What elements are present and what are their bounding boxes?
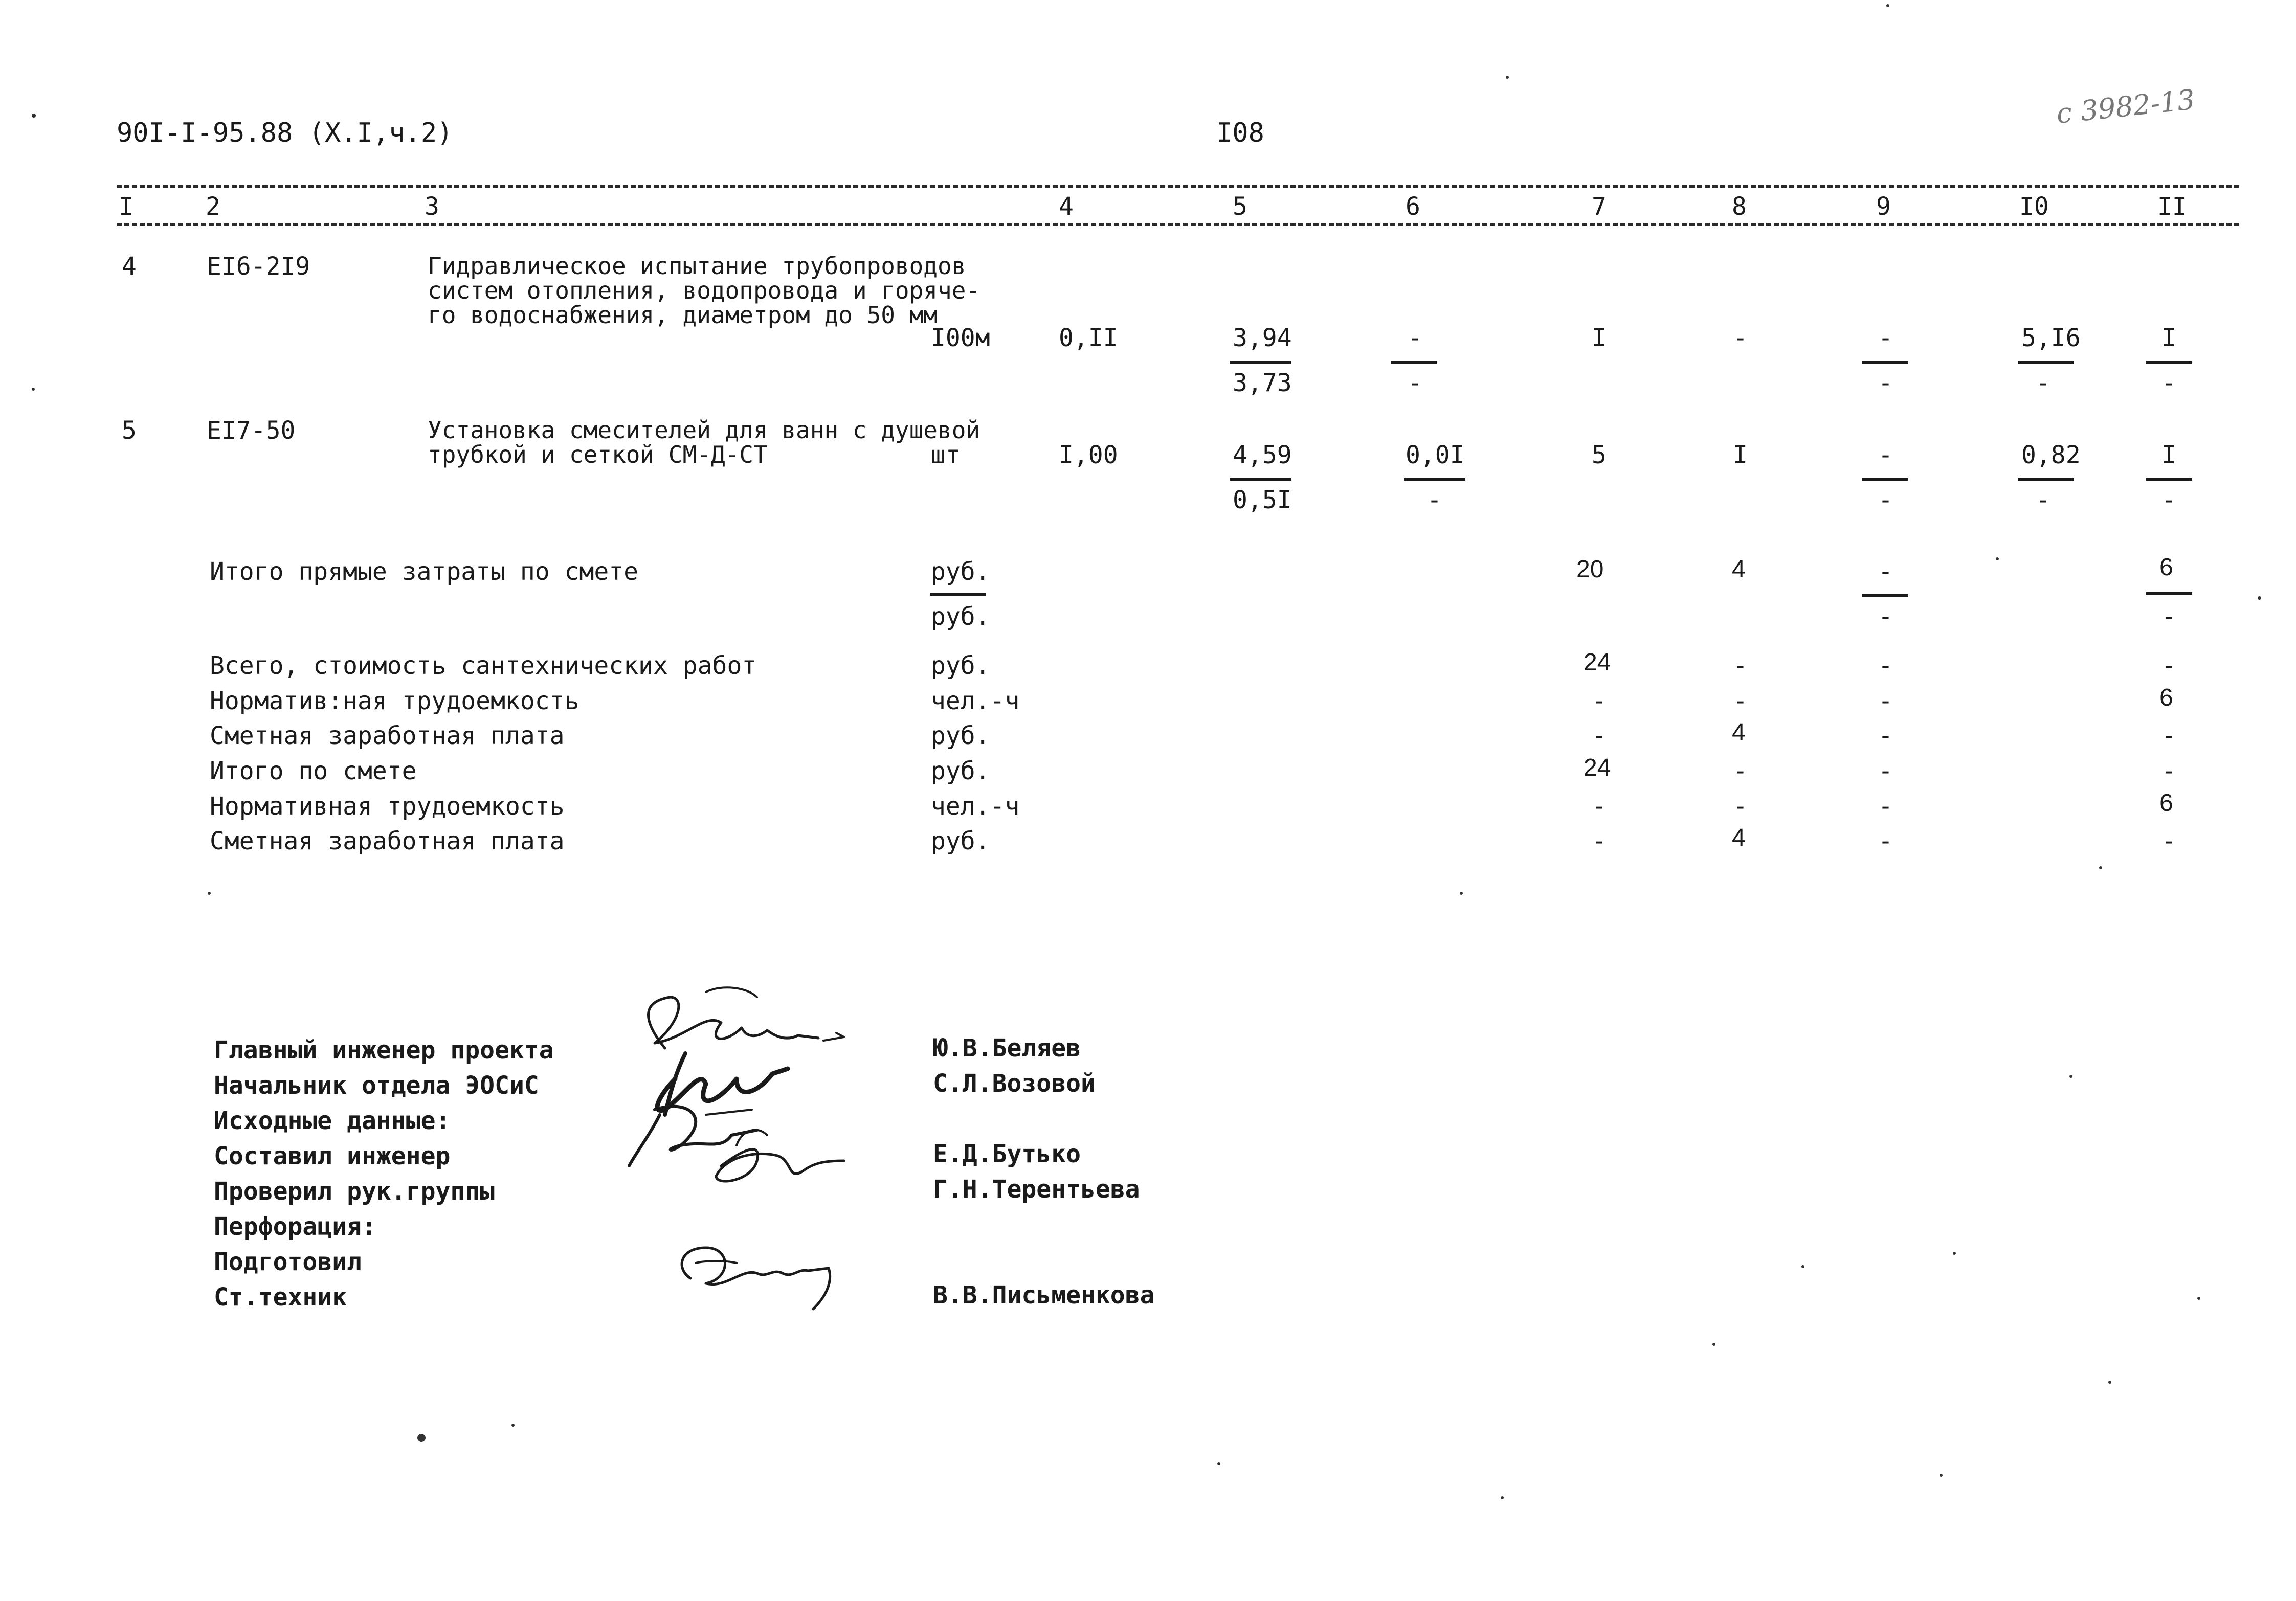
col8-value: -	[1733, 324, 1748, 352]
summary-col9: -	[1878, 757, 1893, 785]
unit-top: руб.	[931, 557, 990, 586]
scan-speck	[1996, 557, 1999, 560]
summary-col7: 24	[1584, 649, 1611, 676]
header-top-rule	[117, 185, 2239, 188]
fraction-line	[1404, 478, 1465, 481]
col-header-2: 2	[206, 192, 220, 221]
summary-label: Итого по смете	[210, 757, 417, 785]
col5-value-top: 4,59	[1233, 441, 1292, 469]
unit-bottom: руб.	[931, 602, 990, 631]
signatory-role: Составил инженер	[214, 1142, 451, 1170]
scan-speck	[32, 388, 35, 391]
signatory-name: Ю.В.Беляев	[933, 1034, 1081, 1063]
work-description-line: го водоснабжения, диаметром до 50 мм	[428, 301, 938, 329]
summary-label: Сметная заработная плата	[210, 721, 565, 750]
col7-value: I	[1592, 324, 1607, 352]
summary-unit: руб.	[931, 827, 990, 855]
col-header-6: 6	[1406, 192, 1420, 221]
scan-speck	[2099, 866, 2102, 869]
scan-speck	[1801, 1265, 1804, 1268]
col11-value-bottom: -	[2161, 602, 2176, 631]
summary-col8: -	[1733, 757, 1748, 785]
scan-speck	[1712, 1343, 1715, 1346]
col-header-9: 9	[1876, 192, 1891, 221]
col6-value-top: 0,0I	[1406, 441, 1465, 469]
col-header-11: II	[2157, 192, 2187, 221]
col5-value-bottom: 3,73	[1233, 369, 1292, 397]
summary-label: Сметная заработная плата	[210, 827, 565, 855]
unit-of-measure: шт	[931, 441, 961, 469]
col11-value-top: I	[2161, 324, 2176, 352]
scan-speck	[2258, 596, 2261, 600]
fraction-line	[1862, 361, 1908, 364]
summary-col8: 4	[1732, 824, 1746, 851]
scan-speck	[511, 1424, 515, 1427]
scan-speck	[1460, 892, 1463, 895]
col10-value-bottom: -	[2036, 486, 2050, 514]
rate-code: EI7-50	[207, 416, 296, 445]
summary-col9: -	[1878, 827, 1893, 855]
summary-unit: руб.	[931, 721, 990, 750]
quantity: 0,II	[1059, 324, 1118, 352]
col6-value-bottom: -	[1427, 486, 1442, 514]
scan-speck	[2069, 1075, 2072, 1078]
col8-value: 4	[1732, 556, 1746, 583]
fraction-line	[1862, 478, 1908, 481]
col9-value-top: -	[1878, 324, 1893, 352]
col9-value-bottom: -	[1878, 369, 1893, 397]
signatory-name: Е.Д.Бутько	[933, 1140, 1081, 1168]
col11-value-top: I	[2161, 441, 2176, 469]
col10-value-top: 5,I6	[2021, 324, 2081, 352]
handwritten-signatures	[604, 982, 941, 1370]
signatory-role: Проверил рук.группы	[214, 1177, 495, 1206]
fraction-line	[2146, 478, 2192, 481]
fraction-line	[1230, 478, 1291, 481]
row-number: 5	[122, 416, 137, 445]
col9-value-bottom: -	[1878, 602, 1893, 631]
summary-col11: -	[2161, 721, 2176, 750]
summary-label: Всего, стоимость сантехнических работ	[210, 651, 757, 680]
signatory-role: Начальник отдела ЭОСиС	[214, 1071, 539, 1100]
col6-value-bottom: -	[1408, 369, 1422, 397]
summary-col8: -	[1733, 687, 1748, 715]
signatory-name: В.В.Письменкова	[933, 1281, 1155, 1310]
row-number: 4	[122, 252, 137, 281]
scan-speck	[1953, 1252, 1956, 1255]
signatory-role: Ст.техник	[214, 1283, 347, 1312]
summary-col11: -	[2161, 757, 2176, 785]
scan-speck	[2108, 1381, 2111, 1384]
direct-costs-label: Итого прямые затраты по смете	[210, 557, 639, 586]
fraction-line	[1391, 361, 1437, 364]
signatory-role: Перфорация:	[214, 1212, 376, 1241]
col-header-7: 7	[1592, 192, 1607, 221]
summary-col9: -	[1878, 651, 1893, 680]
col-header-3: 3	[425, 192, 439, 221]
signatory-role: Исходные данные:	[214, 1107, 451, 1135]
summary-col8: -	[1733, 651, 1748, 680]
summary-label: Нормативная трудоемкость	[210, 792, 565, 821]
summary-col9: -	[1878, 792, 1893, 821]
summary-col9: -	[1878, 721, 1893, 750]
summary-col7: 24	[1584, 754, 1611, 781]
summary-col11: 6	[2159, 684, 2173, 711]
document-code: 90I-I-95.88 (X.I,ч.2)	[117, 118, 453, 148]
signatory-name: Г.Н.Терентьева	[933, 1175, 1140, 1204]
col-header-10: I0	[2019, 192, 2049, 221]
archive-stamp: с 3982-13	[2055, 83, 2197, 130]
summary-col7: -	[1592, 721, 1607, 750]
summary-col8: -	[1733, 792, 1748, 821]
fraction-line	[1230, 361, 1291, 364]
summary-col11: 6	[2159, 790, 2173, 817]
rate-code: EI6-2I9	[207, 252, 310, 281]
col9-value-top: -	[1878, 557, 1893, 586]
signatory-role: Подготовил	[214, 1248, 362, 1276]
fraction-line	[2146, 592, 2192, 595]
scan-speck	[1940, 1474, 1943, 1477]
col5-value-bottom: 0,5I	[1233, 486, 1292, 514]
quantity: I,00	[1059, 441, 1118, 469]
summary-col11: -	[2161, 827, 2176, 855]
scan-speck	[1506, 76, 1509, 79]
summary-unit: чел.-ч	[931, 687, 1020, 715]
col-header-8: 8	[1732, 192, 1747, 221]
work-description-line: систем отопления, водопровода и горяче-	[428, 277, 980, 304]
fraction-line	[2018, 478, 2074, 481]
col-header-4: 4	[1059, 192, 1074, 221]
col-header-5: 5	[1233, 192, 1247, 221]
col10-value-bottom: -	[2036, 369, 2050, 397]
summary-unit: руб.	[931, 757, 990, 785]
summary-col7: -	[1592, 687, 1607, 715]
scan-speck	[1217, 1462, 1220, 1465]
scan-speck	[1501, 1496, 1504, 1499]
col6-value-top: -	[1408, 324, 1422, 352]
scan-speck	[32, 114, 36, 118]
col11-value-bottom: -	[2161, 369, 2176, 397]
col9-value-bottom: -	[1878, 486, 1893, 514]
summary-col7: -	[1592, 827, 1607, 855]
scan-speck	[417, 1434, 426, 1442]
col11-value-top: 6	[2159, 554, 2173, 581]
scan-speck	[2197, 1297, 2200, 1300]
summary-col8: 4	[1732, 719, 1746, 746]
col7-value: 5	[1592, 441, 1607, 469]
col8-value: I	[1733, 441, 1748, 469]
summary-col11: -	[2161, 651, 2176, 680]
summary-col9: -	[1878, 687, 1893, 715]
fraction-line	[1862, 594, 1908, 597]
scan-speck	[1886, 4, 1889, 7]
header-bottom-rule	[117, 223, 2239, 226]
work-description-line: Гидравлическое испытание трубопроводов	[428, 252, 966, 280]
signatory-role: Главный инженер проекта	[214, 1036, 554, 1065]
work-description-line: трубкой и сеткой СМ-Д-СТ	[428, 441, 768, 468]
unit-of-measure: I00м	[931, 324, 990, 352]
summary-label: Норматив:ная трудоемкость	[210, 687, 579, 715]
fraction-line	[2018, 361, 2074, 364]
col-header-1: I	[119, 192, 133, 221]
summary-unit: руб.	[931, 651, 990, 680]
scan-speck	[208, 892, 211, 895]
fraction-line	[2146, 361, 2192, 364]
work-description-line: Установка смесителей для ванн с душевой	[428, 416, 980, 444]
col10-value-top: 0,82	[2021, 441, 2081, 469]
fraction-line	[930, 593, 986, 596]
col7-value: 20	[1576, 556, 1604, 583]
col11-value-bottom: -	[2161, 486, 2176, 514]
summary-unit: чел.-ч	[931, 792, 1020, 821]
summary-col7: -	[1592, 792, 1607, 821]
col9-value-top: -	[1878, 441, 1893, 469]
col5-value-top: 3,94	[1233, 324, 1292, 352]
signatory-name: С.Л.Возовой	[933, 1069, 1096, 1098]
page-number: I08	[1216, 118, 1264, 148]
